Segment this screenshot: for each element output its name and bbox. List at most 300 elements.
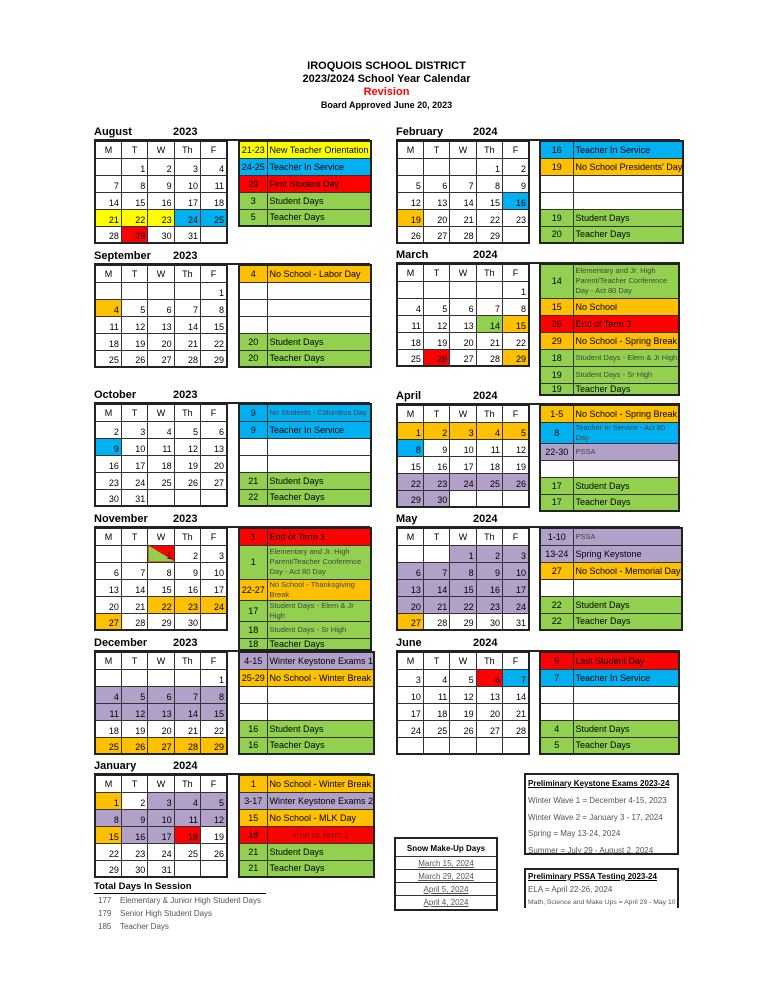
keystone-line: Winter Wave 2 = January 3 - 17, 2024 (528, 812, 663, 822)
week-row (95, 562, 227, 579)
day-cell: 15 (476, 192, 502, 209)
month-year: 2023 (173, 250, 198, 262)
snow-makeup-date: March 29, 2024 (396, 870, 496, 883)
day-cell (174, 860, 200, 877)
day-cell: 22 (503, 332, 529, 349)
day-cell: 23 (476, 596, 502, 613)
day-cell: 9 (121, 809, 147, 826)
legend-row (540, 686, 679, 703)
day-cell: 9 (503, 175, 529, 192)
legend-label: No School (573, 298, 679, 315)
day-cell: 11 (476, 439, 502, 456)
weekday-header: W (450, 141, 476, 158)
day-cell: 2 (174, 545, 200, 562)
day-cell (95, 669, 121, 686)
day-cell: 11 (201, 175, 227, 192)
week-row (95, 175, 227, 192)
legend-label: New Teacher Orientation (267, 141, 371, 158)
legend-row (239, 209, 371, 226)
day-cell: 19 (121, 720, 147, 737)
legend-row (239, 489, 371, 506)
legend-dates (239, 282, 267, 299)
month-year: 2024 (473, 637, 498, 649)
day-cell: 7 (503, 669, 529, 686)
weekday-header: F (201, 404, 227, 421)
day-cell (148, 489, 174, 506)
day-cell: 30 (121, 860, 147, 877)
weekday-header-row (397, 405, 529, 422)
day-cell: 10 (174, 175, 200, 192)
legend-dates: 1-5 (540, 405, 573, 422)
day-cell: 6 (397, 562, 423, 579)
day-cell: 1 (476, 158, 502, 175)
keystone-title: Preliminary Keystone Exams 2023-24 (528, 779, 670, 788)
legend-label: Student Days (573, 720, 679, 737)
month-name: April (396, 390, 422, 402)
day-cell: 15 (450, 579, 476, 596)
day-cell: 5 (121, 686, 147, 703)
week-row (95, 316, 227, 333)
snow-makeup-date: April 4, 2024 (423, 898, 469, 907)
legend-row (540, 613, 682, 630)
day-cell: 26 (121, 350, 147, 367)
month-june (396, 636, 686, 751)
legend-label (573, 175, 683, 192)
day-cell: 14 (476, 315, 502, 332)
month-title (396, 636, 686, 651)
legend-label: First Student Day (267, 175, 371, 192)
week-row (95, 579, 227, 596)
day-cell (148, 669, 174, 686)
day-cell: 15 (95, 826, 121, 843)
month-grid (94, 140, 228, 244)
month-legend (238, 264, 372, 368)
total-days-count: 177 (98, 896, 112, 905)
day-cell: 15 (397, 456, 423, 473)
legend-label: No School - Labor Day (267, 265, 371, 282)
legend-row (540, 460, 679, 477)
month-grid (396, 651, 530, 755)
day-cell (397, 545, 423, 562)
legend-dates: 21 (239, 472, 267, 489)
day-cell: 10 (450, 439, 476, 456)
month-may (396, 512, 686, 628)
weekday-header: W (148, 265, 174, 282)
week-row (397, 490, 529, 507)
day-cell: 20 (148, 333, 174, 350)
legend-label: End of Term 1 (267, 528, 371, 545)
legend-dates: 16 (540, 141, 573, 158)
weekday-header: T (423, 528, 449, 545)
day-cell: 23 (95, 472, 121, 489)
legend-dates: 5 (540, 737, 573, 754)
day-cell: 16 (503, 192, 529, 209)
legend-dates: 18 (239, 826, 267, 843)
month-year: 2024 (473, 390, 498, 402)
day-cell: 6 (201, 421, 227, 438)
pssa-line: Math, Science and Make Ups = April 29 - May 10 (528, 899, 676, 906)
day-cell: 1 (450, 545, 476, 562)
legend-row (239, 192, 371, 209)
legend-label: Teacher Days (267, 350, 371, 367)
legend-dates: 22 (239, 489, 267, 506)
legend-label (267, 438, 371, 455)
weekday-header: W (450, 652, 476, 669)
day-cell: 24 (201, 596, 227, 613)
day-cell: 7 (423, 562, 449, 579)
day-cell: 30 (148, 226, 174, 243)
total-days-item (94, 920, 266, 933)
legend-label: No School Presidents' Day (573, 158, 683, 175)
legend-row (239, 421, 371, 438)
month-name: September (94, 250, 151, 262)
legend-dates: 9 (239, 421, 267, 438)
day-cell: 18 (148, 455, 174, 472)
day-cell: 16 (95, 455, 121, 472)
legend-label: No Students - Columbus Day (267, 404, 371, 421)
month-august (94, 125, 384, 241)
day-cell (121, 545, 147, 562)
weekday-header-row (397, 264, 529, 281)
month-name: August (94, 126, 132, 138)
legend-dates: 15 (540, 298, 573, 315)
total-days-label: Senior High Student Days (120, 909, 213, 918)
day-cell: 21 (423, 596, 449, 613)
weekday-header: F (201, 775, 227, 792)
month-legend (238, 140, 372, 227)
weekday-header: F (201, 528, 227, 545)
weekday-header: Th (476, 528, 502, 545)
weekday-header: M (397, 528, 423, 545)
week-row (95, 472, 227, 489)
week-row (95, 455, 227, 472)
month-grid (94, 527, 228, 631)
week-row (95, 438, 227, 455)
week-row (95, 720, 227, 737)
legend-dates: 19 (540, 158, 573, 175)
legend-row (540, 405, 679, 422)
day-cell: 29 (148, 613, 174, 630)
day-cell: 16 (148, 192, 174, 209)
legend-row (540, 579, 682, 596)
day-cell: 8 (503, 298, 529, 315)
day-cell: 9 (476, 562, 502, 579)
day-cell: 22 (397, 473, 423, 490)
legend-dates: 15 (239, 809, 267, 826)
day-cell: 23 (148, 209, 174, 226)
week-row (397, 456, 529, 473)
legend-label: Student Days (267, 192, 371, 209)
month-title (94, 512, 384, 527)
snow-makeup-title: Snow Make-Up Days (396, 839, 496, 857)
month-grid (94, 403, 228, 507)
week-row (397, 669, 529, 686)
legend-row (239, 265, 371, 282)
month-name: May (396, 513, 418, 525)
legend-dates: 17 (540, 477, 573, 494)
day-cell: 21 (174, 333, 200, 350)
legend-label (573, 686, 679, 703)
day-cell: 8 (397, 439, 423, 456)
month-grid (94, 774, 228, 878)
day-cell: 22 (450, 596, 476, 613)
week-row (397, 562, 529, 579)
legend-label: End of Term 3 (573, 315, 679, 332)
day-cell: 30 (476, 613, 502, 630)
legend-label (267, 282, 371, 299)
day-cell: 25 (95, 350, 121, 367)
day-cell: 23 (503, 209, 529, 226)
legend-row (540, 226, 683, 243)
weekday-header: F (503, 528, 529, 545)
legend-row (239, 333, 371, 350)
day-cell: 13 (148, 316, 174, 333)
day-cell: 20 (95, 596, 121, 613)
day-cell: 22 (148, 596, 174, 613)
day-cell: 9 (423, 439, 449, 456)
week-row (95, 860, 227, 877)
day-cell: 14 (503, 686, 529, 703)
day-cell: 26 (450, 720, 476, 737)
weekday-header: Th (174, 265, 200, 282)
month-january (94, 759, 384, 875)
legend-row (239, 545, 371, 579)
day-cell: 26 (423, 349, 449, 366)
day-cell: 17 (397, 703, 423, 720)
week-row (397, 439, 529, 456)
legend-label: Student Days (267, 333, 371, 350)
day-cell: 19 (450, 703, 476, 720)
weekday-header-row (397, 652, 529, 669)
day-cell: 24 (503, 596, 529, 613)
week-row (95, 792, 227, 809)
day-cell: 14 (95, 192, 121, 209)
total-days-count: 179 (98, 909, 112, 918)
day-cell: 5 (423, 298, 449, 315)
legend-row (540, 443, 679, 460)
legend-label: Teacher Days (573, 613, 682, 630)
month-name: October (94, 389, 137, 401)
legend-label: Elementary and Jr. High Parent/Teacher Conference Day - Act 80 Day (573, 264, 679, 298)
legend-label: Student Days - Elem & Jr High (267, 600, 371, 621)
day-cell: 6 (423, 175, 449, 192)
month-december (94, 636, 384, 752)
legend-label: Teacher In Service (267, 421, 371, 438)
month-legend (238, 774, 375, 878)
day-cell: 24 (397, 720, 423, 737)
month-title (94, 125, 384, 140)
day-cell (174, 489, 200, 506)
weekday-header: W (148, 404, 174, 421)
day-cell: 30 (95, 489, 121, 506)
week-row (95, 489, 227, 506)
week-row (397, 703, 529, 720)
month-grid (94, 264, 228, 368)
day-cell (450, 490, 476, 507)
weekday-header-row (95, 404, 227, 421)
day-cell: 11 (95, 316, 121, 333)
day-cell: 12 (397, 192, 423, 209)
legend-label: No School - Winter Break (267, 775, 374, 792)
day-cell: 4 (95, 686, 121, 703)
snow-makeup-box (394, 837, 498, 911)
legend-row (540, 494, 679, 511)
day-cell: 16 (174, 579, 200, 596)
total-days-item (94, 907, 266, 920)
weekday-header: W (450, 264, 476, 281)
revision-label: Revision (363, 86, 410, 98)
legend-label: Student Days (267, 843, 374, 860)
month-legend (238, 651, 375, 755)
legend-row (540, 315, 679, 332)
weekday-header: T (423, 652, 449, 669)
legend-label (573, 703, 679, 720)
day-cell: 17 (503, 579, 529, 596)
day-cell: 24 (174, 209, 200, 226)
week-row (95, 209, 227, 226)
day-cell: 6 (450, 298, 476, 315)
weekday-header: W (450, 405, 476, 422)
day-cell: 7 (476, 298, 502, 315)
day-cell: 25 (397, 349, 423, 366)
day-cell: 28 (121, 613, 147, 630)
weekday-header: F (201, 141, 227, 158)
legend-row (239, 158, 371, 175)
day-cell: 9 (174, 562, 200, 579)
total-days-label: Elementary & Junior High Student Days (120, 896, 261, 905)
legend-row (239, 141, 371, 158)
day-cell: 22 (121, 209, 147, 226)
day-cell: 17 (450, 456, 476, 473)
legend-row (239, 175, 371, 192)
week-row (397, 175, 529, 192)
month-year: 2024 (473, 126, 498, 138)
weekday-header: T (121, 652, 147, 669)
week-row (397, 226, 529, 243)
day-cell: 29 (121, 226, 147, 243)
day-cell: 2 (503, 158, 529, 175)
weekday-header-row (95, 265, 227, 282)
legend-row (540, 298, 679, 315)
day-cell: 28 (174, 737, 200, 754)
legend-label: Teacher In Service (573, 141, 683, 158)
legend-dates: 3-17 (239, 792, 267, 809)
day-cell: 27 (397, 613, 423, 630)
day-cell: 21 (450, 209, 476, 226)
week-row (397, 545, 529, 562)
legend-row (540, 477, 679, 494)
weekday-header: Th (174, 141, 200, 158)
week-row (397, 720, 529, 737)
day-cell: 18 (201, 192, 227, 209)
legend-dates: 16 (239, 720, 267, 737)
day-cell: 18 (423, 703, 449, 720)
legend-label: No School - Spring Break (573, 405, 679, 422)
legend-dates: 24-25 (239, 158, 267, 175)
day-cell: 20 (397, 596, 423, 613)
week-row (397, 473, 529, 490)
day-cell: 19 (174, 455, 200, 472)
weekday-header: M (95, 652, 121, 669)
month-year: 2024 (173, 760, 198, 772)
legend-dates: 19 (540, 366, 573, 383)
day-cell: 28 (95, 226, 121, 243)
day-cell: 29 (201, 350, 227, 367)
legend-dates: 18 (239, 638, 267, 650)
day-cell: 15 (201, 316, 227, 333)
day-cell: 14 (450, 192, 476, 209)
day-cell: 18 (476, 456, 502, 473)
day-cell: 6 (476, 669, 502, 686)
day-cell: 17 (121, 455, 147, 472)
legend-label: End of Term 2 (267, 826, 374, 843)
month-year: 2023 (173, 126, 198, 138)
legend-row (540, 703, 679, 720)
legend-row (239, 843, 374, 860)
day-cell: 16 (423, 456, 449, 473)
weekday-header: Th (174, 652, 200, 669)
day-cell (121, 669, 147, 686)
day-cell: 31 (121, 489, 147, 506)
legend-label: Student Days (267, 472, 371, 489)
month-legend (539, 651, 680, 755)
weekday-header-row (397, 528, 529, 545)
month-grid (94, 651, 228, 755)
legend-dates: 27 (540, 562, 573, 579)
month-legend (539, 263, 680, 396)
day-cell: 22 (476, 209, 502, 226)
day-cell: 11 (148, 438, 174, 455)
legend-row (540, 652, 679, 669)
month-year: 2024 (473, 249, 498, 261)
legend-dates: 9 (239, 404, 267, 421)
legend-row (239, 438, 371, 455)
pssa-line: ELA = April 22-26, 2024 (528, 885, 613, 894)
legend-label: Teacher Days (267, 638, 371, 650)
week-row (397, 579, 529, 596)
legend-dates (239, 686, 267, 703)
legend-row (540, 209, 683, 226)
day-cell: 30 (423, 490, 449, 507)
day-cell: 11 (397, 315, 423, 332)
day-cell: 13 (476, 686, 502, 703)
week-row (397, 298, 529, 315)
day-cell: 29 (450, 613, 476, 630)
day-cell (423, 737, 449, 754)
legend-row (540, 349, 679, 366)
day-cell (201, 860, 227, 877)
day-cell: 26 (503, 473, 529, 490)
legend-row (540, 192, 683, 209)
weekday-header: M (397, 652, 423, 669)
day-cell: 24 (148, 843, 174, 860)
legend-dates: 1 (239, 775, 267, 792)
day-cell: 2 (423, 422, 449, 439)
legend-row (239, 792, 374, 809)
day-cell: 17 (174, 192, 200, 209)
legend-dates (540, 703, 573, 720)
weekday-header: Th (174, 528, 200, 545)
day-cell: 27 (201, 472, 227, 489)
weekday-header: T (121, 775, 147, 792)
legend-dates: 8 (540, 422, 573, 443)
day-cell: 15 (201, 703, 227, 720)
legend-label: Teacher In Service (267, 158, 371, 175)
legend-row (239, 404, 371, 421)
legend-dates: 22 (540, 613, 573, 630)
day-cell: 25 (476, 473, 502, 490)
day-cell: 3 (201, 545, 227, 562)
